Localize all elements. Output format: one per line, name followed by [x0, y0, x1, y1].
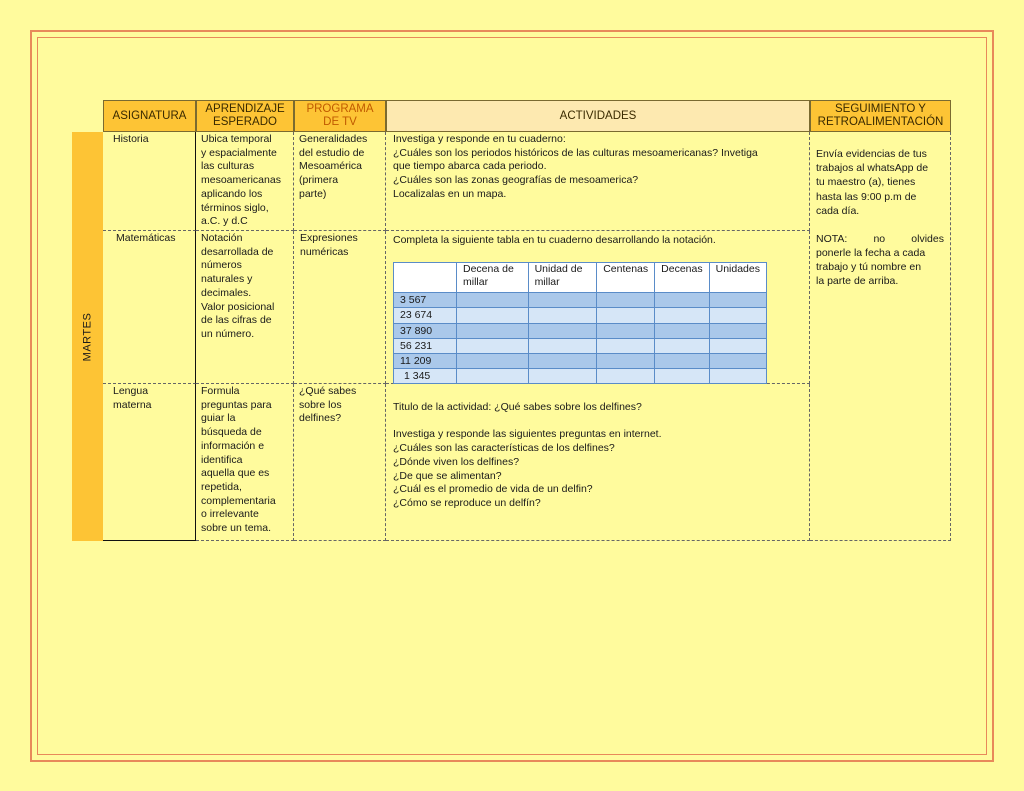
day-label-text: MARTES: [81, 312, 94, 361]
row-historia-actividades: [386, 132, 810, 231]
table-header: Centenas: [597, 263, 655, 293]
table-cell: [457, 293, 529, 308]
table-cell: [528, 323, 597, 338]
table-cell: [597, 338, 655, 353]
text-line: un número.: [201, 327, 255, 340]
text-line: las culturas: [201, 160, 255, 173]
table-cell-number: 56 231: [394, 338, 457, 353]
table-cell-number: 37 890: [394, 323, 457, 338]
row-lengua-aprendizaje: [196, 384, 294, 541]
table-cell: [655, 308, 709, 323]
text-line: ¿Cuáles son las características de los delfines?: [393, 442, 615, 455]
row-lengua-programa: [294, 384, 386, 541]
seguimiento-cell: [810, 132, 951, 541]
table-cell: [655, 323, 709, 338]
text-line: repetida,: [201, 480, 242, 493]
row-lengua-asignatura: [103, 384, 196, 541]
table-cell-number: 1 345: [394, 368, 457, 383]
text-line: Valor posicional: [201, 300, 275, 313]
text-line: a.C. y d.C: [201, 215, 248, 228]
text-line: la parte de arriba.: [816, 275, 899, 288]
text-line: Mesoamérica: [299, 160, 363, 173]
row-lengua-actividades: [386, 384, 810, 541]
text-line: de las cifras de: [201, 314, 272, 327]
text-line: mesoamericanas: [201, 174, 281, 187]
asignatura-text: Matemáticas: [116, 232, 176, 244]
text-line: delfines?: [299, 412, 342, 425]
header-programa: [294, 100, 386, 132]
table-cell: [528, 368, 597, 383]
table-header: [394, 263, 457, 293]
day-label: [72, 132, 103, 541]
row-matematicas-programa: [294, 231, 386, 384]
table-cell: [528, 308, 597, 323]
text-line: números: [201, 259, 242, 272]
text-line: NOTA: no olvides: [816, 232, 944, 245]
table-cell: [655, 338, 709, 353]
text-line: ¿Cómo se reproduce un delfín?: [393, 496, 541, 509]
table-cell: [709, 293, 766, 308]
text-line: decimales.: [201, 286, 252, 299]
spacer: [816, 218, 944, 232]
text-line: Investiga y responde las siguientes preguntas en internet.: [393, 428, 662, 441]
table-cell-number: 23 674: [394, 308, 457, 323]
text-line: (primera: [299, 174, 339, 187]
table-cell: [457, 308, 529, 323]
header-seguimiento-line2: RETROALIMENTACIÓN: [817, 116, 944, 128]
text-line: Ubica temporal: [201, 133, 272, 145]
text-line: Envía evidencias de tus: [816, 148, 927, 160]
table-cell: [597, 293, 655, 308]
table-row: [394, 308, 767, 323]
header-asignatura: ASIGNATURA: [103, 100, 196, 132]
text-line: Titulo de la actividad: ¿Qué sabes sobre los delfines?: [393, 401, 642, 413]
table-header: Decenas: [655, 263, 709, 293]
text-line: Localizalas en un mapa.: [393, 187, 507, 200]
table-cell: [457, 368, 529, 383]
text-line: tu maestro (a), tienes: [816, 176, 916, 189]
table-row: [394, 293, 767, 308]
text-line: sobre los: [299, 398, 342, 411]
text-line: y espacialmente: [201, 146, 277, 159]
table-cell: [597, 323, 655, 338]
text-line: o irrelevante: [201, 508, 259, 521]
text-line: trabajos al whatsApp de: [816, 162, 929, 175]
text-line: Lengua: [113, 385, 149, 397]
table-header-row: [394, 263, 767, 293]
text-line: ¿Cuáles son los periodos históricos de las culturas mesoamericanas? Invetiga: [393, 146, 758, 159]
text-line: que tiempo abarca cada periodo.: [393, 160, 547, 173]
text-line: del estudio de: [299, 146, 365, 159]
notacion-table: [393, 262, 767, 384]
header-programa-line1: PROGRAMA: [306, 103, 374, 115]
header-programa-line2: DE TV: [323, 116, 357, 128]
header-aprendizaje: [196, 100, 294, 132]
text-line: desarrollada de: [201, 245, 274, 258]
text-line: Expresiones: [300, 232, 358, 244]
text-line: complementaria: [201, 494, 276, 507]
text-line: sobre un tema.: [201, 522, 272, 535]
text-line: numéricas: [300, 245, 349, 258]
text-line: materna: [113, 398, 152, 411]
table-cell: [457, 338, 529, 353]
table-cell: [709, 353, 766, 368]
table-cell: [528, 338, 597, 353]
table-cell: [709, 323, 766, 338]
table-header: Decena de millar: [457, 263, 529, 293]
row-historia-aprendizaje: [196, 132, 294, 231]
text-line: guiar la: [201, 412, 236, 425]
table-cell: [709, 308, 766, 323]
table-cell: [655, 353, 709, 368]
table-row: [394, 368, 767, 383]
text-line: preguntas para: [201, 398, 272, 411]
text-line: ¿Cuál es el promedio de vida de un delfin?: [393, 483, 593, 496]
text-line: Generalidades: [299, 133, 368, 145]
text-line: parte): [299, 187, 327, 200]
text-line: aquella que es: [201, 467, 270, 480]
table-cell: [655, 293, 709, 308]
row-matematicas-asignatura: [103, 231, 196, 384]
table-row: [394, 338, 767, 353]
row-historia-programa: [294, 132, 386, 231]
text-line: información e: [201, 439, 265, 452]
text-line: ¿Cuáles son las zonas geografías de mesoamerica?: [393, 174, 639, 187]
row-matematicas-aprendizaje: [196, 231, 294, 384]
text-line: ponerle la fecha a cada: [816, 246, 926, 259]
table-cell: [457, 353, 529, 368]
header-aprendizaje-line2: ESPERADO: [213, 116, 277, 128]
text-line: ¿De que se alimentan?: [393, 469, 502, 482]
text-line: Completa la siguiente tabla en tu cuaderno desarrollando la notación.: [393, 234, 716, 246]
text-line: trabajo y tú nombre en: [816, 261, 922, 274]
table-cell: [597, 368, 655, 383]
table-row: [394, 323, 767, 338]
text-line: identifica: [201, 453, 243, 466]
table-cell: [597, 308, 655, 323]
header-actividades: ACTIVIDADES: [386, 100, 810, 132]
table-cell: [709, 368, 766, 383]
text-line: hasta las 9:00 p.m de: [816, 190, 917, 203]
header-seguimiento: [810, 100, 951, 132]
table-cell: [528, 293, 597, 308]
text-line: Investiga y responde en tu cuaderno:: [393, 133, 566, 145]
spacer: [393, 415, 804, 429]
table-cell: [655, 368, 709, 383]
text-line: términos siglo,: [201, 201, 269, 214]
table-cell: [597, 353, 655, 368]
table-cell-number: 3 567: [394, 293, 457, 308]
table-cell-number: 11 209: [394, 353, 457, 368]
table-row: [394, 353, 767, 368]
row-historia-asignatura: [103, 132, 196, 231]
table-header: Unidad de millar: [528, 263, 597, 293]
text-line: Notación: [201, 232, 243, 244]
text-line: naturales y: [201, 273, 253, 286]
table-cell: [709, 338, 766, 353]
text-line: ¿Dónde viven los delfines?: [393, 455, 520, 468]
text-line: cada día.: [816, 204, 860, 217]
header-aprendizaje-line1: APRENDIZAJE: [205, 103, 285, 115]
asignatura-text: Historia: [113, 133, 149, 145]
text-line: Formula: [201, 385, 240, 397]
table-cell: [528, 353, 597, 368]
table-cell: [457, 323, 529, 338]
text-line: búsqueda de: [201, 426, 262, 439]
text-line: ¿Qué sabes: [299, 385, 357, 397]
text-line: aplicando los: [201, 187, 263, 200]
header-seguimiento-line1: SEGUIMIENTO Y: [835, 103, 926, 115]
table-header: Unidades: [709, 263, 766, 293]
